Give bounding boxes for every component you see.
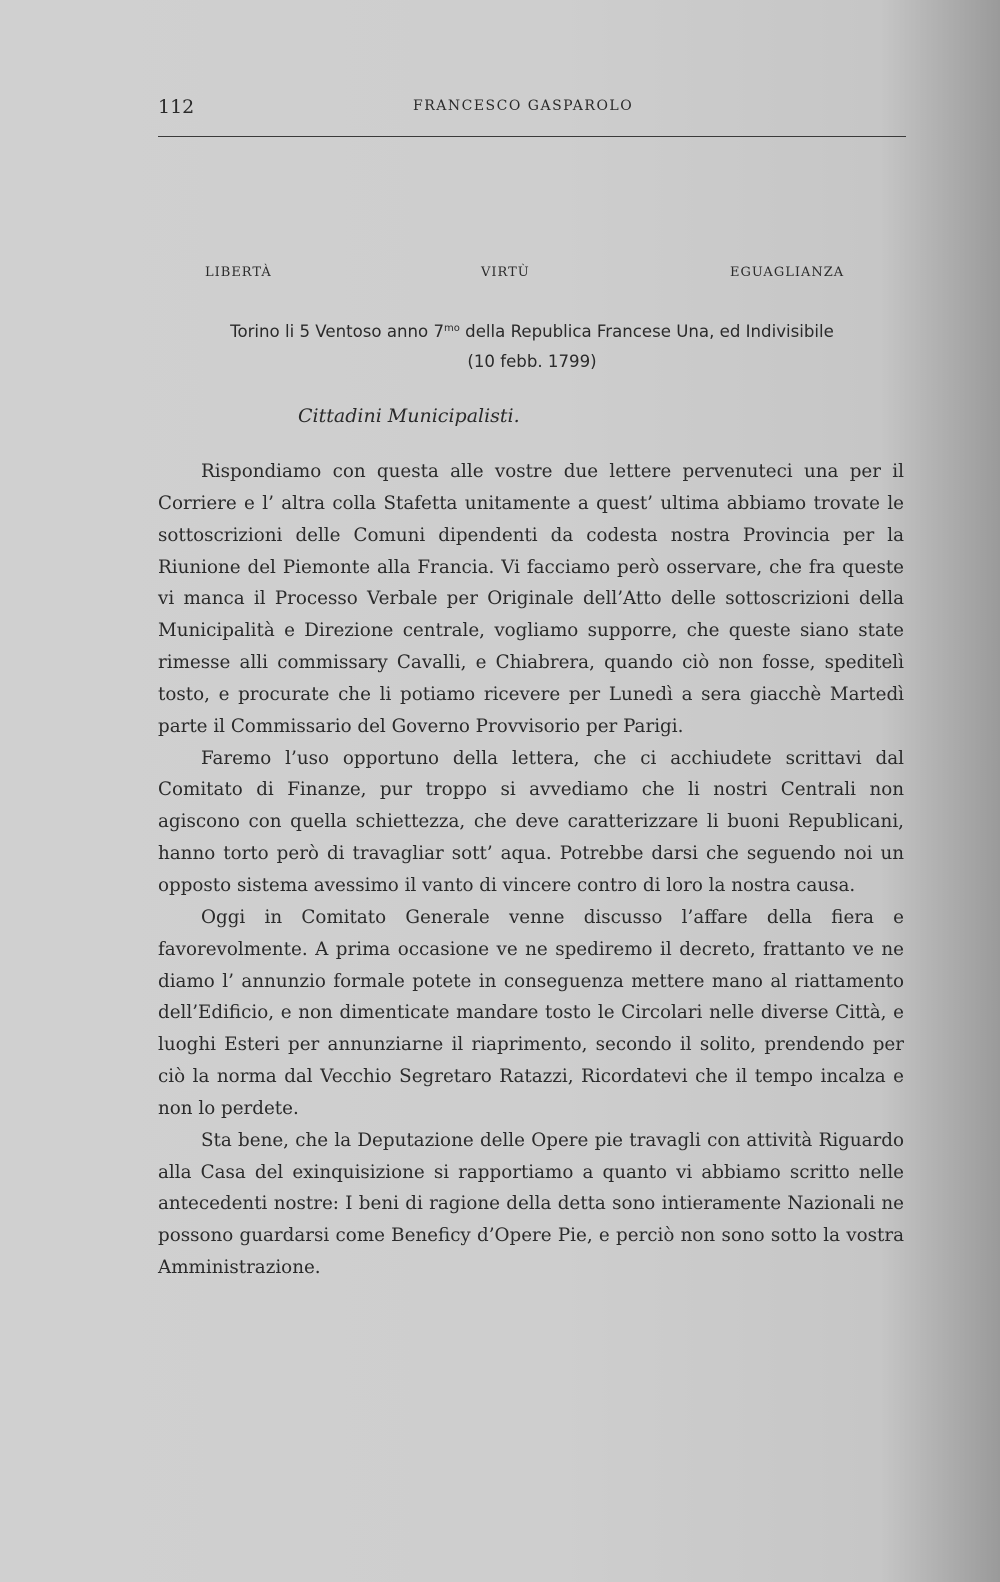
dateline-text-after: della Republica Francese Una, ed Indivisibile [459,322,834,341]
salutation: Cittadini Municipalisti. [298,405,520,427]
dateline [158,317,906,377]
running-head [158,96,906,126]
motto-eguaglianza: EGUAGLIANZA [730,265,845,280]
paragraph-2: Faremo l’uso opportuno della lettera, che ci acchiudete scrittavi dal Comitato di Finanze, pur troppo si avvediamo che li nostri Centrali non agiscono con quella schiettezza, che deve caratterizzare li buoni Republicani, hanno torto però di travagliar sott’ aqua. Potrebbe darsi che seguendo noi un opposto sistema avessimo il vanto di vincere contro di loro la nostra causa. [158,747,904,896]
dateline-text-before: Torino li 5 Ventoso anno 7 [230,322,445,341]
letter-body [158,456,904,1284]
motto-line [205,265,865,285]
dateline-place-line [158,317,906,347]
paragraph-3: Oggi in Comitato Generale venne discusso l’affare della fiera e favorevolmente. A prima occasione ve ne spediremo il decreto, frattanto ve ne diamo l’ annunzio formale potete in conseguenza mettere mano al riattamento dell’Edificio, e non dimenticate mandare tosto le Circolari nelle diverse Città, e luoghi Esteri per annunziarne il riaprimento, secondo il solito, prendendo per ciò la norma dal Vecchio Segretaro Ratazzi, Ricordatevi che il tempo incalza e non lo perdete. [158,906,904,1119]
dateline-ordinal: mo [444,323,460,334]
page-number: 112 [158,96,195,118]
running-title: FRANCESCO GASPAROLO [413,98,634,114]
dateline-date: (10 febb. 1799) [467,352,597,371]
motto-virtu: VIRTÙ [481,265,530,280]
paragraph-1: Rispondiamo con questa alle vostre due lettere pervenuteci una per il Corriere e l’ altra colla Stafetta unitamente a quest’ ultima abbiamo trovate le sottoscrizioni delle Comuni dipendenti da codesta nostra Provincia per la Riunione del Piemonte alla Francia. Vi facciamo però osservare, che fra queste vi manca il Processo Verbale per Originale dell’Atto delle sottoscrizioni della Municipalità e Direzione centrale, vogliamo supporre, che queste siano state rimesse alli commissary Cavalli, e Chiabrera, quando ciò non fosse, speditelì tosto, e procurate che li potiamo ricevere per Lunedì a sera giacchè Martedì parte il Commissario del Governo Provvisorio per Parigi. [158,461,904,737]
header-rule [158,136,906,137]
paragraph-4: Sta bene, che la Deputazione delle Opere pie travagli con attività Riguardo alla Casa del exinquisizione si rapportiamo a quanto vi abbiamo scritto nelle antecedenti nostre: I beni di ragione della detta sono intieramente Nazionali ne possono guardarsi come Beneficy d’Opere Pie, e perciò non sono sotto la vostra Amministrazione. [158,1129,904,1279]
motto-liberta: LIBERTÀ [205,265,272,280]
